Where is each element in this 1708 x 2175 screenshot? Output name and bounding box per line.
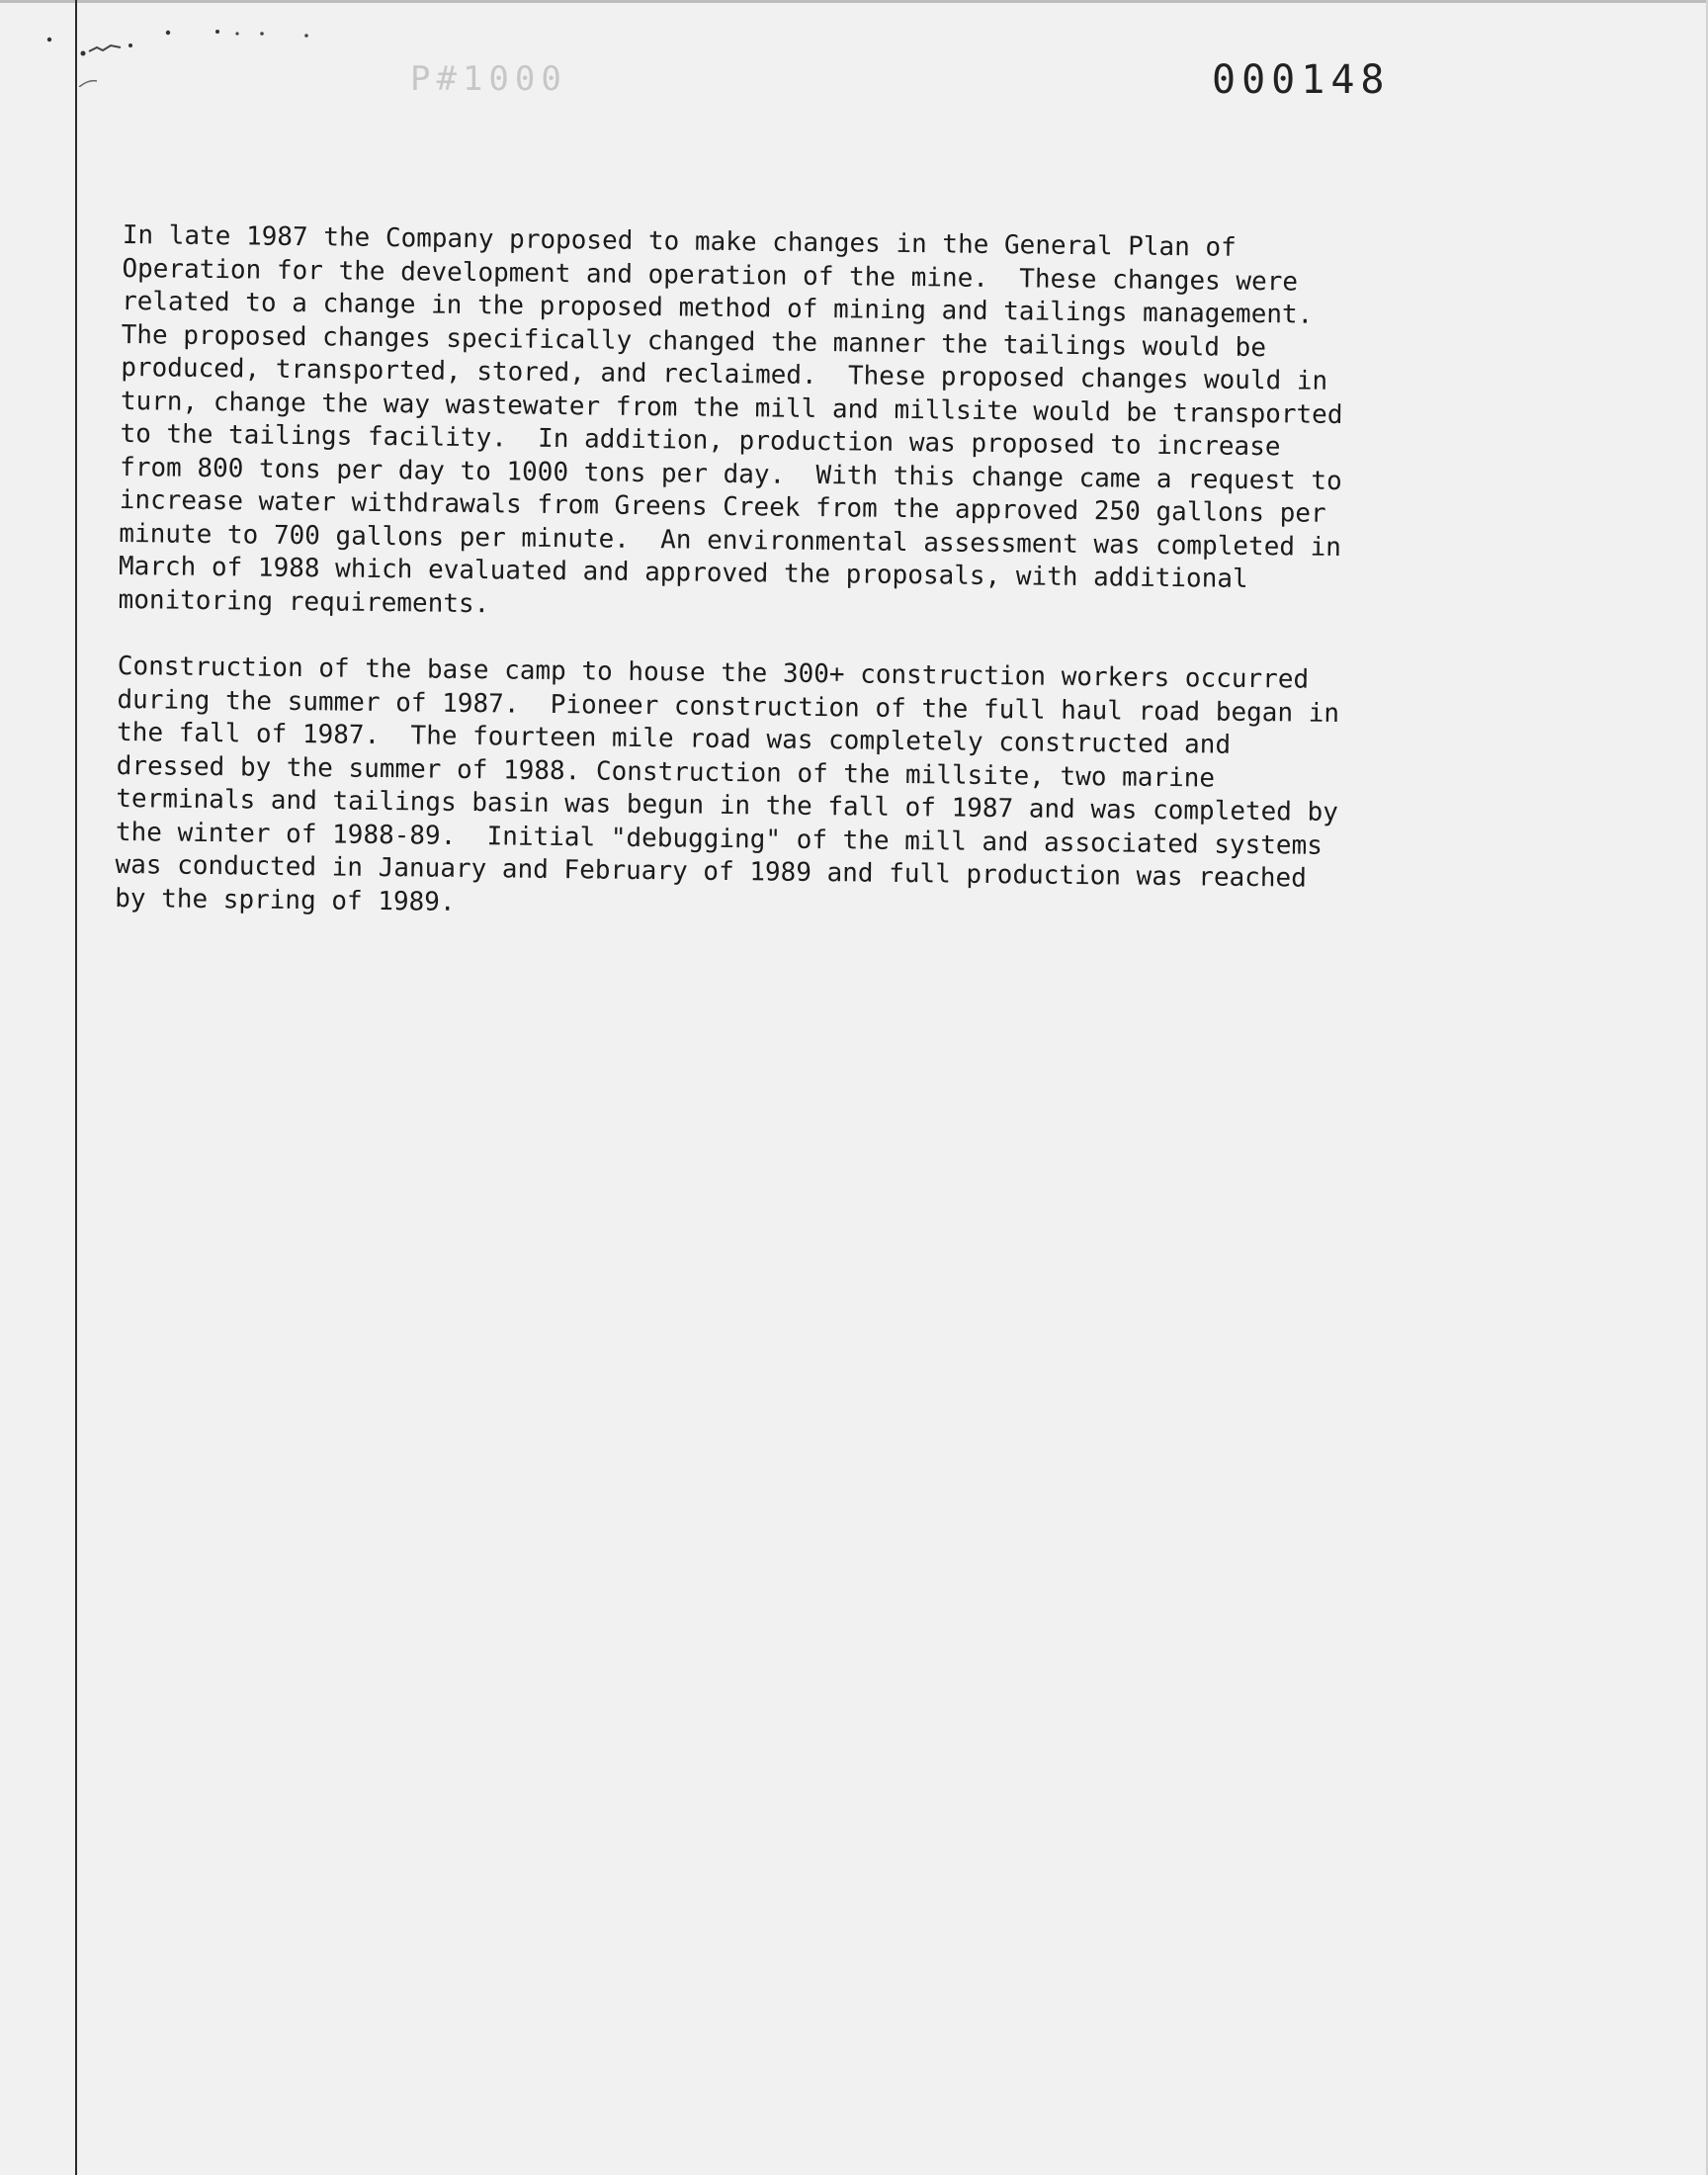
text-line: by the spring of 1989. [115,883,456,917]
text-line: to the tailings facility. In addition, production was proposed to increase [120,418,1281,463]
text-line: related to a change in the proposed method of mining and tailings management. [121,286,1314,330]
text-line: The proposed changes specifically changed the manner the tailings would be [121,319,1267,363]
text-line: the fall of 1987. The fourteen mile road was completely constructed and [116,717,1232,760]
text-line: In late 1987 the Company proposed to make changes in the General Plan of [122,219,1237,263]
margin-rule [75,0,77,2175]
text-line: during the summer of 1987. Pioneer construction of the full haul road began in [117,684,1340,729]
text-line: turn, change the way wastewater from the mill and millsite would be transported [120,386,1343,430]
body-text [115,219,1467,964]
faint-stamp: P#1000 [410,59,567,99]
text-line: from 800 tons per day to 1000 tons per day. With this change came a request to [119,452,1342,496]
text-line: Operation for the development and operation of the mine. These changes were [122,253,1299,297]
text-line: produced, transported, stored, and reclaimed. These proposed changes would in [121,352,1328,396]
text-line: March of 1988 which evaluated and approved the proposals, with additional [118,551,1248,594]
text-line: the winter of 1988-89. Initial "debugging" of the mill and associated systems [115,817,1324,861]
text-line: Construction of the base camp to house the 300+ construction workers occurred [117,651,1310,695]
text-line: terminals and tailings basin was begun in the fall of 1987 and was completed by [116,783,1339,827]
text-line: monitoring requirements. [118,584,490,619]
text-line: was conducted in January and February of 1989 and full production was reached [115,849,1307,894]
paragraph-2 [115,651,1462,930]
text-line: minute to 700 gallons per minute. An environmental assessment was completed in [119,518,1342,563]
page-top-edge [0,0,1708,3]
scan-specks [40,18,435,87]
text-line: dressed by the summer of 1988. Construction of the millsite, two marine [116,750,1216,794]
paragraph-1 [118,219,1466,632]
document-number: 000148 [1212,57,1391,103]
text-line: increase water withdrawals from Greens Creek from the approved 250 gallons per [119,484,1326,529]
